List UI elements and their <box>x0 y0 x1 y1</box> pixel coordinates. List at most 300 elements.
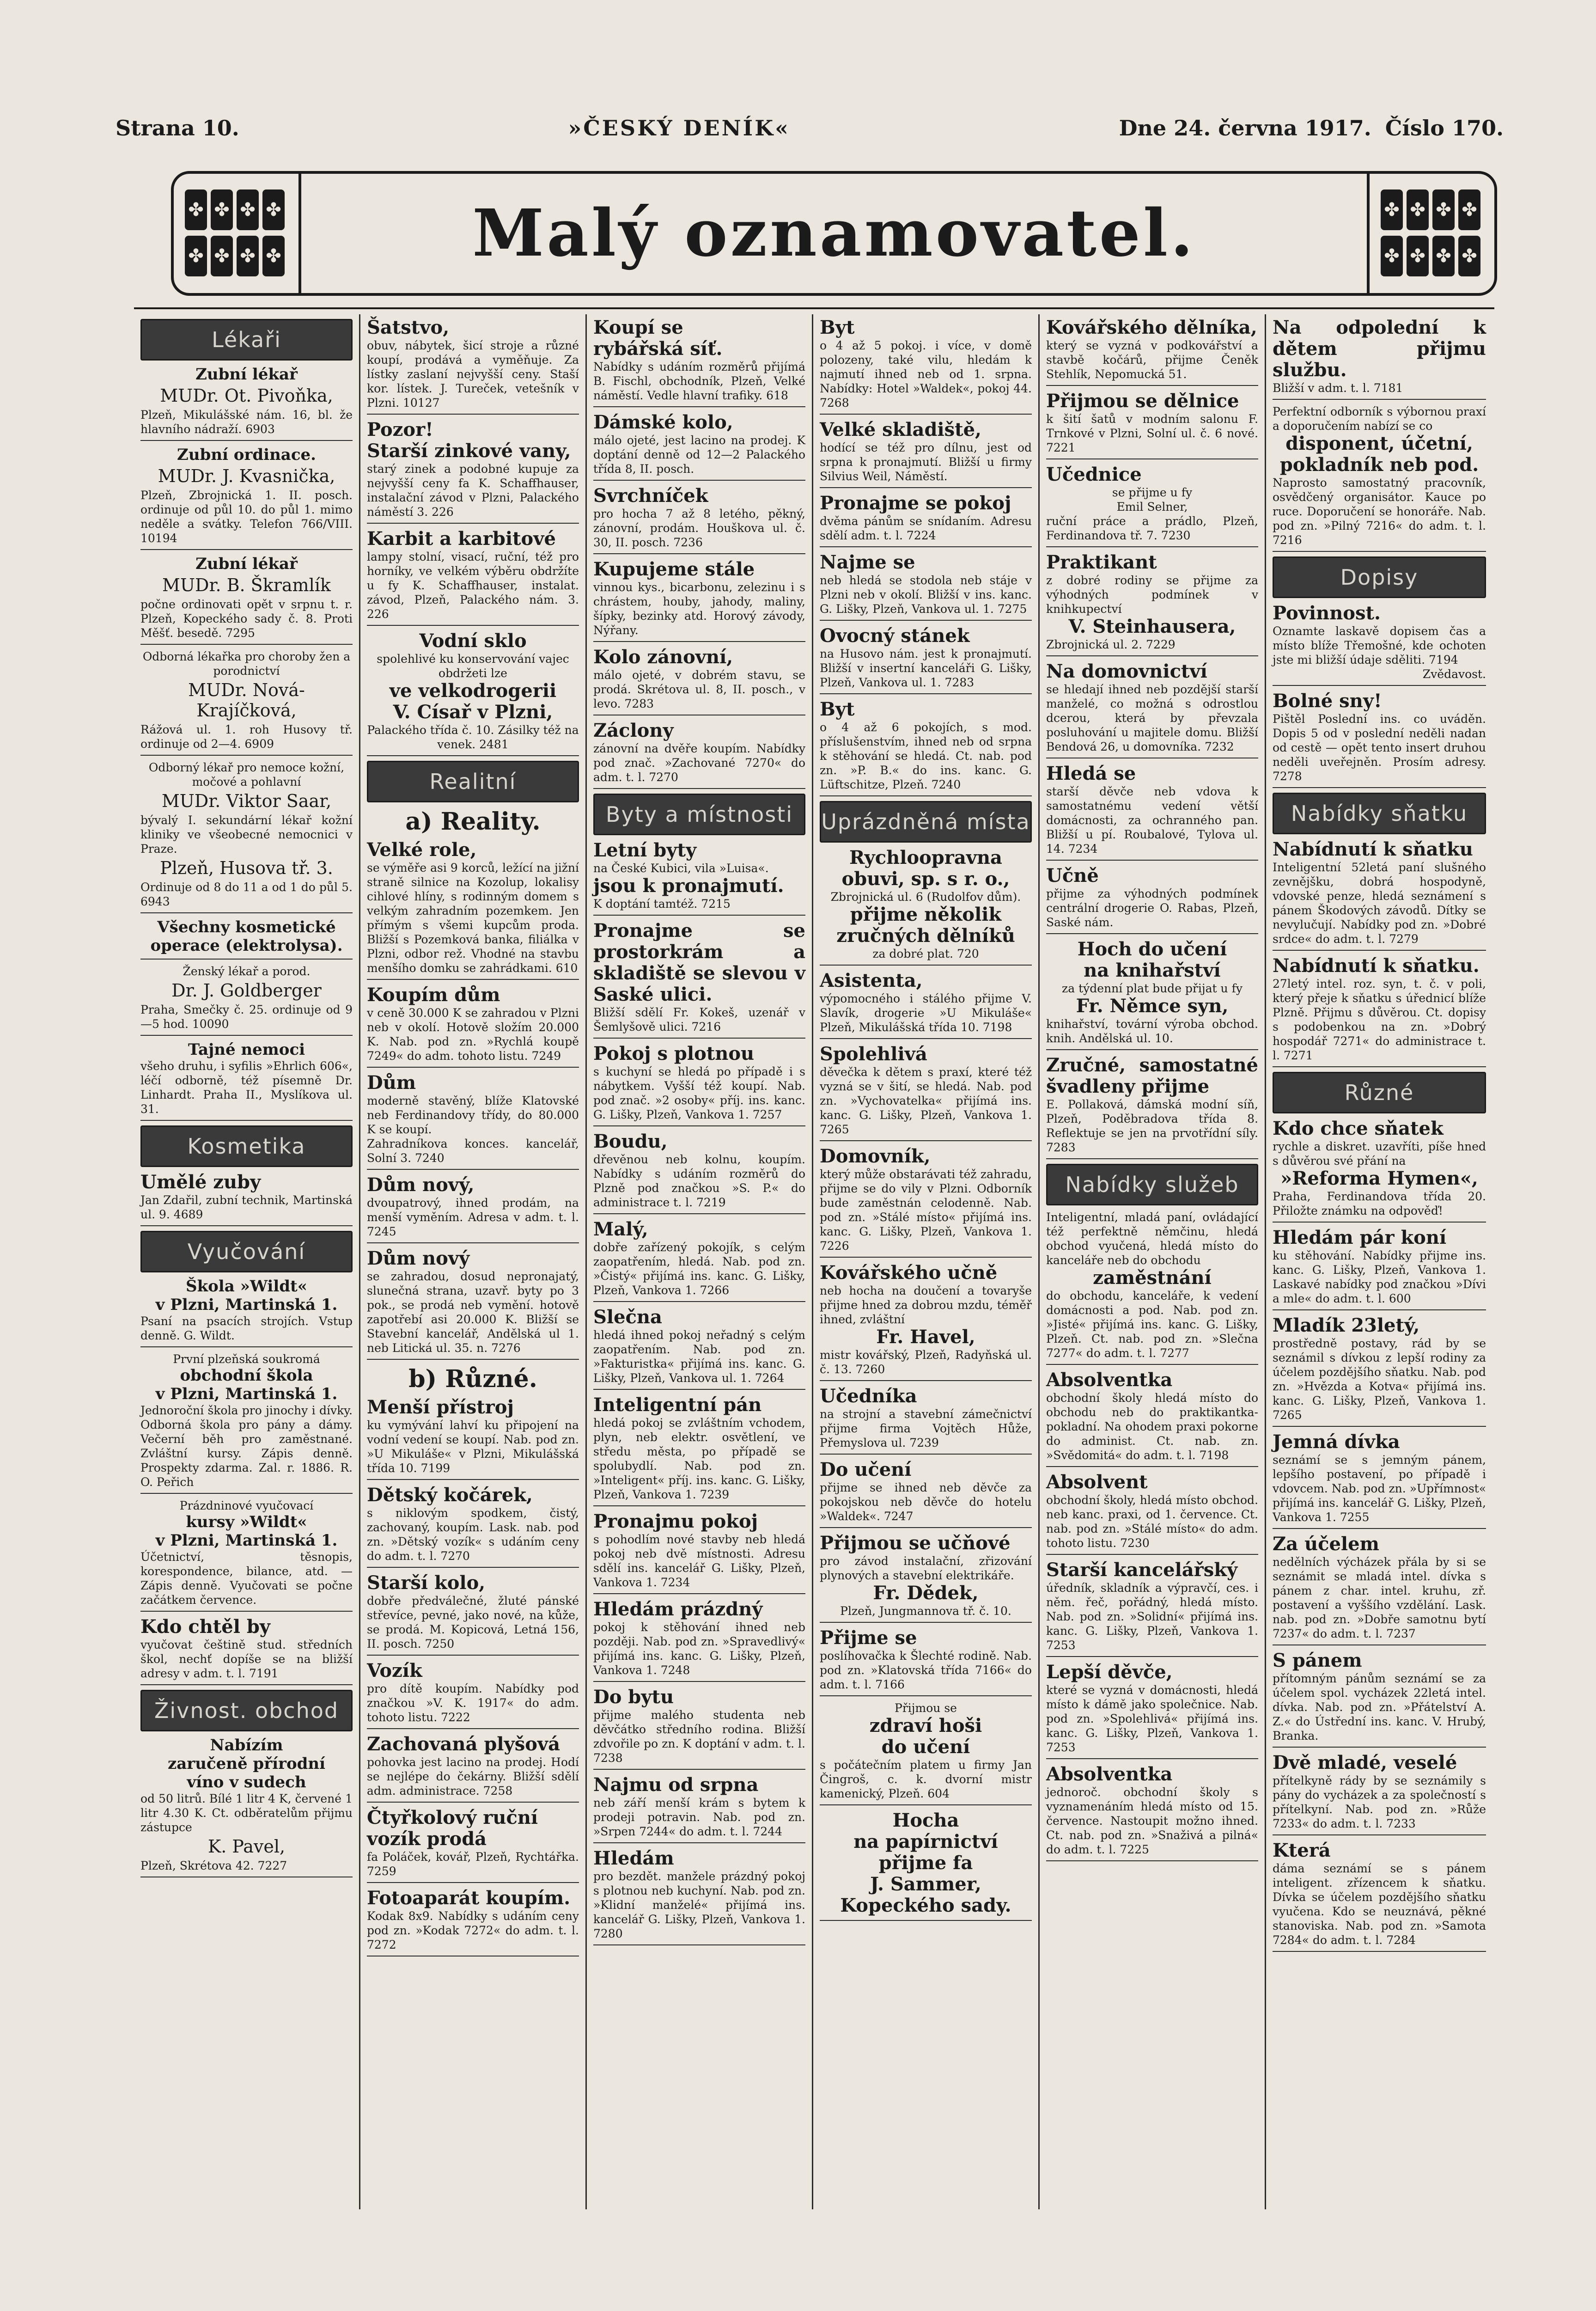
ad-body: obchodní školy, hledá místo obchod. neb kanc. praxi, od 1. července. Ct. nab. pod zn. »Stálé místo« do adm. tohoto listu. 7230 <box>1046 1493 1258 1550</box>
ad <box>140 964 353 1036</box>
ad-body: spolehlivé ku konservování vajec obdržeti lze <box>377 652 569 680</box>
ad-name: MUDr. J. Kvasnička, <box>158 466 335 486</box>
ad <box>593 1219 805 1302</box>
ad-body: Plzeň, Zbrojnická 1. II. posch. ordinuje od půl 10. do půl 1. mimo neděle a svátky. Telefon 766/VIII. 10194 <box>140 489 353 545</box>
ad-body: Inteligentní 52letá paní slušného zevnějšku, dobrá hospodyně, vdovské penze, hledá seznámení s pánem Škodových závodů. Dítky se nevylučují. Nabídky pod zn. »Dobré srdce« do adm. t. l. 7279 <box>1273 861 1486 946</box>
ad-body: se zahradou, dosud nepronajatý, slunečná strana, uzavř. byty po 3 pok., se prodá neb vymění. hotově zapotřebí asi 20.000 K. Bližší se Stavební kancelář, Andělská ul 1. neb Litická ul. 35. n. 7276 <box>367 1270 579 1355</box>
ad-body: se hledají ihned neb pozdější starší manželé, co možná s odrostlou dcerou, která by převzala posluhování u majitele domu. Bližší Bendová 26, u domovníka. 7232 <box>1046 683 1258 753</box>
column-3 <box>587 314 813 2209</box>
banner-title: Malý oznamovatel. <box>472 196 1196 271</box>
ad-title: Dům nový, <box>367 1174 475 1196</box>
ad-body: se přijme u fy <box>1112 486 1193 499</box>
ad-body: na Husovo nám. jest k pronajmutí. Bližší v insertní kanceláři G. Lišky, Plzeň, Vankova ul. 1. 7283 <box>820 647 1032 689</box>
ad-name: Fr. Dědek, <box>873 1582 979 1604</box>
ad <box>820 419 1032 488</box>
ad-title: Boudu, <box>593 1131 668 1152</box>
ad-body: dřevěnou neb kolnu, koupím. Nabídky s udáním rozměrů do Plzně pod značkou »S. P.« do administrace t. l. 7219 <box>593 1153 805 1209</box>
ad-body: Palackého třída č. 10. Zásilky též na venek. 2481 <box>367 723 579 751</box>
ad-title: Učednice <box>1046 464 1142 485</box>
ad <box>593 1043 805 1126</box>
ad-body: Psaní na psacích strojích. Vstup denně. G. Wildt. <box>140 1314 353 1342</box>
ad-body: k šití šatů v modním salonu F. Trnkové v Plzni, Solní ul. č. 6 nové. 7221 <box>1046 412 1258 454</box>
ad-body: za týdenní plat bude přijat u fy <box>1062 982 1243 995</box>
ad-body: Rážová ul. 1. roh Husovy tř. ordinuje od 2—4. 6909 <box>140 723 353 751</box>
section-label-dopisy: Dopisy <box>1273 556 1486 598</box>
section-label-kosmetika: Kosmetika <box>140 1125 353 1167</box>
ad <box>820 552 1032 621</box>
ad <box>140 760 353 913</box>
ad-title: Nabízím <box>210 1736 283 1755</box>
ad <box>1046 1472 1258 1555</box>
issue-date: Dne 24. června 1917. <box>1119 116 1371 141</box>
ad-title: Nabídnutí k sňatku <box>1273 838 1473 860</box>
ad-body: K doptání tamtéž. 7215 <box>593 897 731 911</box>
ad <box>593 1687 805 1770</box>
ad-title: Odborná lékařka pro choroby žen a porodnictví <box>142 650 351 678</box>
ad-title: Velké role, <box>367 839 477 861</box>
ad-name: Starší zinkové vany, <box>367 440 571 462</box>
ad-body: pro dítě koupím. Nabídky pod značkou »V. K. 1917« do adm. tohoto listu. 7222 <box>367 1682 579 1724</box>
date-issue <box>1119 116 1504 141</box>
ad <box>593 1511 805 1594</box>
ad-title: Na domovnictví <box>1046 660 1207 682</box>
ad-body: neb září menší krám s bytem k prodeji potravin. Nab. pod zn. »Srpen 7244« do adm. t. l. 7244 <box>593 1796 805 1838</box>
ad <box>1046 865 1258 934</box>
ad <box>1273 839 1486 951</box>
ad <box>820 1262 1032 1381</box>
ad-body: pro bezdět. manžele prázdný pokoj s plotnou neb kuchyní. Nab. pod zn. »Klidní manželé« přijímá ins. kancelář G. Lišky, Plzeň, Vankova 1. 7280 <box>593 1870 805 1940</box>
ad-body: ruční práce a prádlo, Plzeň, Ferdinandova tř. 7. 7230 <box>1046 514 1258 542</box>
ad-body: obuv, nábytek, šicí stroje a různé koupí, prodává a vyměňuje. Za lístky zaslaní nejvyšší ceny. Staší kor. lístek. J. Tureček, vetešník v Plzni. 10127 <box>367 339 579 410</box>
ad-body: dobře předválečné, žluté pánské střevíce, pevné, jako nové, na kůže, se prodá. M. Kopicová, Letná 156, II. posch. 7250 <box>367 1594 579 1651</box>
ad-name: vozík prodá <box>367 1828 487 1850</box>
ad-title: Najme se <box>820 551 915 573</box>
ad-title: První plzeňská soukromá <box>173 1352 320 1366</box>
ad-title: Kovářského učně <box>820 1262 998 1284</box>
ad-title: Velké skladiště, <box>820 419 981 440</box>
ad-body: v ceně 30.000 K se zahradou v Plzni neb v okolí. Hotově složím 20.000 K. Nab. pod zn. »Rychlá koupě 7249« do adm. tohoto listu. 7249 <box>367 1006 579 1063</box>
ad-name-2: víno v sudech <box>187 1773 306 1791</box>
ad-body: Účetnictví, těsnopis, korespondence, bilance, atd. — Zápis denně. Vyučovati se počne začátkem července. <box>140 1550 353 1607</box>
ad-title: Hledám <box>593 1847 674 1869</box>
ad-body: bývalý I. sekundární lékař kožní kliniky ve všeobecné nemocnici v Praze. <box>140 813 353 856</box>
top-rule <box>134 307 1494 309</box>
ad-body: Kodak 8x9. Nabídky s udáním ceny pod zn. »Kodak 7272« do adm. t. l. 7272 <box>367 1909 579 1951</box>
ad-body: málo ojeté, v dobrém stavu, se prodá. Skrétova ul. 8, II. posch., v levo. 7283 <box>593 668 805 710</box>
ad-title: Na odpolední k dětem přijmu službu. <box>1273 317 1486 381</box>
ad-body: Naprosto samostatný pracovník, osvědčený organisátor. Kauce po ruce. Doporučení se honoráře. Nab. pod zn. »Pilný 7216« do adm. t. l. 7216 <box>1273 476 1486 547</box>
ad-body: seznámí se s jemným pánem, lepšího postavení, po případě i vdovcem. Nab. pod zn. »Upřímnost« přijímá ins. kancelář G. Lišky, Plzeň, Vankova 1. 7255 <box>1273 1453 1486 1524</box>
ad-body: Perfektní odborník s výbornou praxí a doporučením nabízí se co <box>1273 405 1486 433</box>
ad <box>820 317 1032 415</box>
masthead: »ČESKÝ DENÍK« <box>568 116 790 141</box>
ad <box>140 1736 353 1877</box>
ad-title: Fotoaparát koupím. <box>367 1887 571 1909</box>
ad-body: poslíhovačka k Šlechté rodině. Nab. pod zn. »Klatovská třída 7166« do adm. t. l. 7166 <box>820 1649 1032 1691</box>
ad <box>367 1397 579 1480</box>
column-4 <box>813 314 1040 2209</box>
ad-name: rybářská síť. <box>593 338 723 360</box>
ad <box>140 1616 353 1685</box>
ad <box>1273 691 1486 788</box>
ad <box>140 1040 353 1121</box>
ad-title: Domovník, <box>820 1145 931 1167</box>
ad-name: MUDr. Ot. Pivoňka, <box>160 385 333 406</box>
ad <box>140 1172 353 1226</box>
ad <box>593 1394 805 1506</box>
ad-body: všeho druhu, i syfilis »Ehrlich 606«, léčí odborně, též písemně Dr. Linhardt. Praha II., Myslíkova ul. 31. <box>140 1059 353 1116</box>
ad-body: pohovka jest lacino na prodej. Hodí se nejlépe do čekárny. Bližší sdělí adm. administrace. 7258 <box>367 1755 579 1797</box>
ad <box>1273 955 1486 1067</box>
ad-title: Lepší děvče, <box>1046 1661 1173 1683</box>
ad-title: Přijmou se učňové <box>820 1532 1011 1554</box>
column-2 <box>360 314 587 2209</box>
ad <box>367 984 579 1068</box>
ad <box>367 630 579 756</box>
ad-title: Vodní sklo <box>419 630 527 652</box>
ornament-right-icon: ✤ ✤ ✤ ✤ ✤ ✤ ✤ ✤ <box>1379 188 1485 280</box>
ad-name: zdraví hoši <box>869 1715 982 1736</box>
ad-body: rychle a diskret. uzavříti, píše hned s důvěrou své přání na <box>1273 1140 1486 1168</box>
ad-title: Přijme se <box>820 1627 917 1649</box>
ad <box>1273 1534 1486 1645</box>
classified-columns <box>134 314 1497 2209</box>
ad-title: Dvě mladé, veselé <box>1273 1752 1457 1773</box>
ad <box>820 625 1032 694</box>
ad <box>367 1485 579 1568</box>
ad <box>1273 1840 1486 1952</box>
ad <box>593 840 805 916</box>
ad <box>367 1888 579 1956</box>
ad-name-2: pokladník neb pod. <box>1279 454 1479 476</box>
issue-number: Číslo 170. <box>1385 116 1504 141</box>
ad-title-2: v Plzni, Martinská 1. <box>155 1296 338 1314</box>
ad-title: Inteligentní pán <box>593 1394 762 1416</box>
ad-body: výpomocného i stálého přijme V. Slavík, drogerie »U Mikuláše« Plzeň, Mikulášská třída 10. 7198 <box>820 992 1032 1034</box>
ad <box>367 1734 579 1803</box>
ad <box>367 1248 579 1360</box>
ad <box>1046 939 1258 1050</box>
ad <box>367 1174 579 1243</box>
ad-body: s pohodlím nové stavby neb hledá pokoj neb dvě místnosti. Adresu sdělí ins. kancelář G. Lišky, Plzeň, Vankova 1. 7234 <box>593 1533 805 1589</box>
ad-title: Dům nový <box>367 1247 470 1269</box>
ad-name-2: Fr. Němce syn, <box>1076 995 1229 1017</box>
ad-title: Která <box>1273 1840 1331 1861</box>
ad-body: neb hocha na doučení a tovaryše přijme hned za dobrou mzdu, téměř ihned, zvláštní <box>820 1284 1032 1326</box>
ad <box>820 1386 1032 1455</box>
ad <box>820 1627 1032 1696</box>
ad <box>820 1146 1032 1258</box>
ad <box>367 1072 579 1170</box>
ad-title: Najmu od srpna <box>593 1774 759 1796</box>
ad <box>820 1459 1032 1528</box>
ad <box>820 699 1032 796</box>
ad-body: jednoroč. obchodní školy s vyznamenáním hledá místo od 15. července. Nastoupit možno ihned. Ct. nab. pod zn. »Snaživá a pilná« do adm. t. l. 7225 <box>1046 1785 1258 1856</box>
ad <box>593 559 805 642</box>
ad <box>820 847 1032 966</box>
ad-body: s niklovým spodkem, čistý, zachovaný, koupím. Lask. nab. pod zn. »Dětský vozík« s udáním ceny do adm. t. l. 7270 <box>367 1506 579 1563</box>
ad-signature: K. Pavel, <box>207 1836 286 1857</box>
ad <box>367 1807 579 1883</box>
ad <box>1273 404 1486 552</box>
ad-name: kursy »Wildt« <box>186 1513 307 1531</box>
ad-title: Kdo chtěl by <box>140 1616 271 1638</box>
ad-body: knihařství, tovární výroba obchod. knih. Andělská ul. 10. <box>1046 1017 1258 1045</box>
ad <box>367 1572 579 1656</box>
ad <box>140 446 353 550</box>
ad <box>367 419 579 524</box>
ad-body: o 4 až 6 pokojích, s mod. příslušenstvím, ihned neb od srpna k stěhování se hledá. Ct. nab. pod zn. »P. B.« do ins. kanc. G. Lüftschitze, Plzeň. 7240 <box>820 721 1032 791</box>
ad <box>593 485 805 554</box>
ad <box>593 1307 805 1390</box>
ad-title: Hledám pár koní <box>1273 1227 1447 1248</box>
ad-title: Nabídnutí k sňatku. <box>1273 955 1480 977</box>
ad <box>367 317 579 415</box>
ad-title: Zubní ordinace. <box>177 446 316 464</box>
ad-body: se výměře asi 9 korců, ležící na jižní straně silnice na Kozolup, lokalisy cihlové hlíny, s rodinným domem s velkým zahradním pozemkem. Jen přímým s všemi kupcům proda. Bližší s Pozemková banka, filiálka v Plzni, odbor rež. Vhodné na stavbu menšího domku se zahrádkami. 610 <box>367 861 579 975</box>
ad-title: Povinnost. <box>1273 602 1381 624</box>
ad-name: V. Steinhausera, <box>1068 616 1236 637</box>
ad-name: na papírnictví <box>853 1831 998 1852</box>
ad-name: na knihařství <box>1084 960 1221 981</box>
ad-title: Pozor! <box>367 419 433 440</box>
ad-title: Ženský lékař a porod. <box>183 965 311 978</box>
ad-title: Hocha <box>892 1810 959 1831</box>
ad <box>593 317 805 407</box>
ad-name-2: v Plzni, Martinská 1. <box>155 1385 338 1403</box>
ad-body: nedělních výcházek přála by si se seznámit se mladá intel. dívka s pánem z char. intel. kruhu, zř. postavení a vyššího vzdělání. Lask. nab. pod zn. »Dobře samotnu bytí 7237« do adm. t. l. 7237 <box>1273 1555 1486 1640</box>
ad-title: Letní byty <box>593 839 697 861</box>
ad-name: obchodní škola <box>180 1366 313 1385</box>
ad-name: disponent, účetní, <box>1285 433 1473 454</box>
ad-body: o 4 až 5 pokoj. i více, v domě polozeny, také vilu, hledám k najmutí ihned neb od 1. srpna. Nabídky: Hotel »Waldek«, pokoj 44. 7268 <box>820 339 1032 410</box>
ornament-left-icon: ✤ ✤ ✤ ✤ ✤ ✤ ✤ ✤ <box>183 188 289 280</box>
ad <box>820 970 1032 1039</box>
ad-title: Byt <box>820 698 855 720</box>
ad-title: Koupím dům <box>367 984 500 1006</box>
ad-title: Hoch do učení <box>1077 938 1227 960</box>
ad-title: Asistenta, <box>820 970 923 991</box>
ad-body: prostředně postavy, rád by se seznámil s dívkou z lepší rodiny za účelem pozdějšího sňatku. Nab. pod zn. »Hvězda a Kotva« přijímá ins. kanc. G. Lišky, Plzeň, Vankova 1. 7265 <box>1273 1337 1486 1422</box>
ad <box>1046 391 1258 459</box>
ad-title: Kovářského dělníka, <box>1046 317 1257 338</box>
ad-body: fa Poláček, kovář, Plzeň, Rychtářka. 7259 <box>367 1850 579 1878</box>
ad-title: Za účelem <box>1273 1533 1379 1555</box>
ad-title: Přijmou se <box>895 1701 957 1715</box>
ad-title: Absolventka <box>1046 1763 1173 1785</box>
ad-body: počne ordinovati opět v srpnu t. r. Plzeň, Kopeckého sady č. 8. Proti Měšť. besedě. 7295 <box>140 598 353 640</box>
ad-title: Tajné nemoci <box>188 1040 305 1059</box>
ad-title: Bolné sny! <box>1273 690 1382 712</box>
ad-body: mistr kovářský, Plzeň, Radyňská ul. č. 13. 7260 <box>820 1348 1032 1376</box>
ad-name: Fr. Havel, <box>876 1326 975 1348</box>
ad <box>1273 317 1486 400</box>
ad-body: vinnou kys., bicarbonu, zelezinu i s chrástem, houby, jahody, maliny, šípky, bezinky atd. Horový závody, Nýřany. <box>593 581 805 637</box>
ad <box>1046 763 1258 861</box>
ad-body: Ordinuje od 8 do 11 a od 1 do půl 5. 6943 <box>140 880 353 908</box>
ad <box>593 920 805 1039</box>
ad-title: Spolehlivá <box>820 1043 927 1065</box>
ad <box>140 365 353 441</box>
section-label-snatky: Nabídky sňatku <box>1273 793 1486 834</box>
subsection-ruzne: b) Různé. <box>408 1365 537 1393</box>
ad-name: »Reforma Hymen«, <box>1280 1168 1478 1189</box>
ad-body: pro závod instalační, zřizování plynových a stavební elektrikáře. <box>820 1554 1032 1582</box>
ad-title: Koupí se <box>593 317 683 338</box>
ad-body: od 50 litrů. Bílé 1 litr 4 K, červené 1 litr 4.30 K. Ct. odběratelům přijmu zástupce <box>140 1792 353 1834</box>
ad <box>1273 1650 1486 1748</box>
ad-body: na strojní a stavební zámečnictví přijme firma Vojtěch Hůže, Přemyslova ul. 7239 <box>820 1407 1032 1449</box>
ad <box>1046 661 1258 758</box>
ad-name-2: V. Císař v Plzni, <box>393 701 553 723</box>
ad-name: MUDr. B. Škramlík <box>162 575 331 595</box>
ad-body: s kuchyní se hledá po případě i s nábytkem. Vyšší též koupí. Nab. pod znač. »2 osoby« příj. ins. kanc. G. Lišky, Plzeň, Vankova 1. 7257 <box>593 1065 805 1121</box>
ad-title: Odborný lékař pro nemoce kožní, močové a pohlavní <box>148 761 345 789</box>
ad-title: Kupujeme stále <box>593 558 755 580</box>
ad-title: Do učení <box>820 1459 912 1480</box>
ad-signature: J. Sammer, <box>870 1873 981 1895</box>
ad-body: vyučovat češtině stud. středních škol, nechť dopíše se na bližší adresy v adm. t. l. 7191 <box>140 1638 353 1680</box>
section-label-vyucovani: Vyučování <box>140 1231 353 1272</box>
ad-title: Svrchníček <box>593 485 708 507</box>
ad-name: jsou k pronajmutí. <box>593 875 784 897</box>
ad-title: Zručné, samostatné švadleny přijme <box>1046 1054 1258 1097</box>
ad-title: Učedníka <box>820 1385 917 1407</box>
ad-title: Do bytu <box>593 1686 674 1708</box>
ad-body: moderně stavěný, blíže Klatovské neb Ferdinandovy třídy, do 80.000 K se koupí. <box>367 1094 579 1136</box>
ad-body: který se vyzná v podkovářství a stavbě kočárů, přijme Čeněk Stehlík, Nepomucká 51. <box>1046 339 1258 381</box>
ad-title: Pokoj s plotnou <box>593 1043 755 1064</box>
ad-body: dvěma pánům se snídaním. Adresu sdělí adm. t. l. 7224 <box>820 514 1032 542</box>
ad <box>140 1277 353 1347</box>
ad-body: Zbrojnická ul. 2. 7229 <box>1046 638 1176 651</box>
ad-body: hledá ihned pokoj neřadný s celým zaopatřením. Nab. pod zn. »Fakturistka« přijímá ins. kanc. G. Lišky, Plzeň, Vankova ul. 1. 7264 <box>593 1328 805 1385</box>
ad <box>140 1352 353 1494</box>
page-number: Strana 10. <box>116 116 239 141</box>
ad <box>593 412 805 481</box>
ad-signature: Zvědavost. <box>1422 667 1486 681</box>
ad-title: Hledám prázdný <box>593 1598 763 1620</box>
ad-title: Mladík 23letý, <box>1273 1314 1420 1336</box>
ad-name: zaručeně přírodní <box>167 1755 326 1773</box>
ad <box>1046 552 1258 656</box>
ad-body: Zbrojnická ul. 6 (Rudolfov dům). <box>830 890 1021 904</box>
ad-title: Byt <box>820 317 855 338</box>
ad-name: přijme několik zručných dělníků <box>836 904 1015 947</box>
ad-title: Umělé zuby <box>140 1171 261 1193</box>
ad <box>820 1701 1032 1805</box>
ad-body: E. Pollaková, dámská modní síň, Plzeň, Poděbradova třída 8. Reflektuje se jen na prvotřídní síly. 7283 <box>1046 1098 1258 1154</box>
ad-body: do obchodu, kanceláře, k vedení domácnosti a pod. Nab. pod zn. »Jisté« přijímá ins. kanc. G. Lišky, Plzeň. Ct. nab. pod zn. »Slečna 7277« do adm. t. l. 7277 <box>1046 1289 1258 1360</box>
section-label-zivnost: Živnost. obchod <box>140 1690 353 1731</box>
section-label-mista: Uprázdněná místa <box>820 801 1032 843</box>
ad <box>1046 1662 1258 1759</box>
ad <box>1273 1227 1486 1310</box>
ad <box>140 1498 353 1612</box>
ad-title: Vozík <box>367 1660 422 1681</box>
ad-title: Všechny kosmetické operace (elektrolysa). <box>150 918 343 955</box>
ad-title: Absolventka <box>1046 1369 1173 1391</box>
ad-title: Zubní lékař <box>195 555 298 573</box>
ad-body: zánovní na dvěře koupím. Nabídky pod znač. »Zachované 7270« do adm. t. l. 7270 <box>593 742 805 784</box>
ad-title: Starší kolo, <box>367 1572 486 1594</box>
ad <box>1273 1118 1486 1223</box>
ad-name: MUDr. Viktor Saar, <box>161 791 332 811</box>
ad-title: S pánem <box>1273 1650 1362 1671</box>
ad-body: Bližší v adm. t. l. 7181 <box>1273 381 1403 395</box>
section-label-ruzne: Různé <box>1273 1072 1486 1113</box>
ad-title: Slečna <box>593 1306 662 1328</box>
ad-title: Dětský kočárek, <box>367 1484 533 1506</box>
ad-title: Dům <box>367 1072 416 1094</box>
ad <box>593 1131 805 1214</box>
ad <box>1046 1369 1258 1467</box>
ad-body: přítelkyně rády by se seznámily s pány do vycházek a za společností s přítelkyní. Nab. pod zn. »Růže 7233« do adm. t. l. 7233 <box>1273 1774 1486 1830</box>
ad-title: Zachovaná plyšová <box>367 1733 560 1755</box>
ad-body: děvečka k dětem s praxí, které též vyzná se v šití, se hledá. Nab. pod zn. »Vychovatelka« přijímá ins. kanc. G. Lišky, Plzeň, Vankova 1. 7265 <box>820 1065 1032 1136</box>
ad-name: Emil Selner, <box>1116 500 1188 514</box>
ad-title: Prázdninové vyučovací <box>179 1499 314 1512</box>
ad-name: MUDr. Nová-Krajíčková, <box>188 680 305 721</box>
subsection-reality: a) Reality. <box>405 807 541 836</box>
ad-address: Plzeň, Husova tř. 3. <box>160 858 333 878</box>
ad-title: Zubní lékař <box>195 365 298 384</box>
ad-body: Plzeň, Mikulášské nám. 16, bl. že hlavního nádraží. 6903 <box>140 408 353 436</box>
ad <box>820 1533 1032 1623</box>
ad <box>820 493 1032 547</box>
section-label-lekari: Lékaři <box>140 319 353 361</box>
ad-body: Nabídky s udáním rozměrů přijímá B. Fischl, obchodník, Plzeň, Velké náměstí. Vedle hlavní trafiky. 618 <box>593 360 805 402</box>
ad-body: Praha, Smečky č. 25. ordinuje od 9—5 hod. 10090 <box>140 1003 353 1031</box>
ad-body: který může obstarávati též zahradu, přijme se do vily v Plzni. Odborník bude zaměstnán celodenně. Nab. pod zn. »Stálé místo« přijímá ins. kanc. G. Lišky, Plzeň, Vankova 1. 7226 <box>820 1168 1032 1253</box>
ad-title: Kolo zánovní, <box>593 646 733 668</box>
ad <box>820 1810 1032 1921</box>
ad-title: Ovocný stánek <box>820 625 970 647</box>
section-label-byty: Byty a místnosti <box>593 794 805 835</box>
ad-body: přijme se ihned neb děvče za pokojskou neb děvče do hotelu »Waldek«. 7247 <box>820 1481 1032 1523</box>
ad-title: Přijmou se dělnice <box>1046 390 1239 412</box>
ad <box>1046 1559 1258 1657</box>
ad-body: na České Kubici, vila »Luisa«. <box>593 862 769 875</box>
ad-body: hodící se též pro dílnu, jest od srpna k pronajmutí. Bližší u firmy Silvius Weil, Náměstí. <box>820 441 1032 483</box>
ad-body: pokoj k stěhování ihned neb později. Nab. pod zn. »Spravedlivý« přijímá ins. kanc. G. Lišky, Plzeň, Vankova 1. 7248 <box>593 1620 805 1677</box>
ad-body: Bližší sdělí Fr. Kokeš, uzenář v Šemlyšově ulici. 7216 <box>593 1006 805 1033</box>
ad <box>1273 1431 1486 1529</box>
ad-title: Starší kancelářský <box>1046 1559 1238 1581</box>
ad-body: s počátečním platem u firmy Jan Čingroš, c. k. dvorní mistr kamenický, Plzeň. 604 <box>820 1758 1032 1800</box>
ad-name: ve velkodrogerii <box>389 680 557 702</box>
ad-title: Šatstvo, <box>367 317 450 338</box>
ad-body: přítomným pánům seznámí se za účelem spol. vycházek 22letá intel. dívka. Nab. pod zn. »Přátelství A. Z.« do Ústřední ins. kanc. V. Hrubý, Branka. <box>1273 1672 1486 1742</box>
section-label-nabidky-sluzeb: Nabídky služeb <box>1046 1164 1258 1205</box>
ad-body: málo ojeté, jest lacino na prodej. K doptání denně od 12—2 Palackého třída 8, II. posch. <box>593 434 805 476</box>
ad-body: lampy stolní, visací, ruční, též pro horníky, ve velkém výběru obdržíte u fy K. Schaffhauser, instalat. závod, Plzeň, Palackého nám. 3. 226 <box>367 550 579 621</box>
ad <box>1046 1210 1258 1365</box>
ad-title: Pronajmu pokoj <box>593 1510 758 1532</box>
ad-body: přijme za výhodných podmínek centrální drogerie O. Rabas, Plzeň, Saské nám. <box>1046 887 1258 929</box>
column-5 <box>1040 314 1266 2209</box>
ad-body: starý zinek a podobné kupuje za nejvyšší ceny fa K. Schaffhauser, instalační závod v Plzni, Palackého náměstí 3. 226 <box>367 462 579 519</box>
ad <box>140 555 353 645</box>
ad-body: Plzeň, Jungmannova tř. č. 10. <box>840 1604 1011 1618</box>
ad <box>1046 464 1258 547</box>
section-label-realitni: Realitní <box>367 761 579 802</box>
ad-body: pro hocha 7 až 8 letého, pěkný, zánovní, prodám. Houškova ul. č. 30, II. posch. 7236 <box>593 507 805 549</box>
ad <box>140 918 353 960</box>
ad-name-2: do učení <box>881 1736 970 1758</box>
ad-title: Jemná dívka <box>1273 1431 1400 1453</box>
ad-body: obchodní školy hledá místo do obchodu neb do praktikantka-pokladní. Na ohodem praxi pokorne do administ. Ct. nab. zn. »Svědomitá« do adm. t. l. 7198 <box>1046 1391 1258 1462</box>
